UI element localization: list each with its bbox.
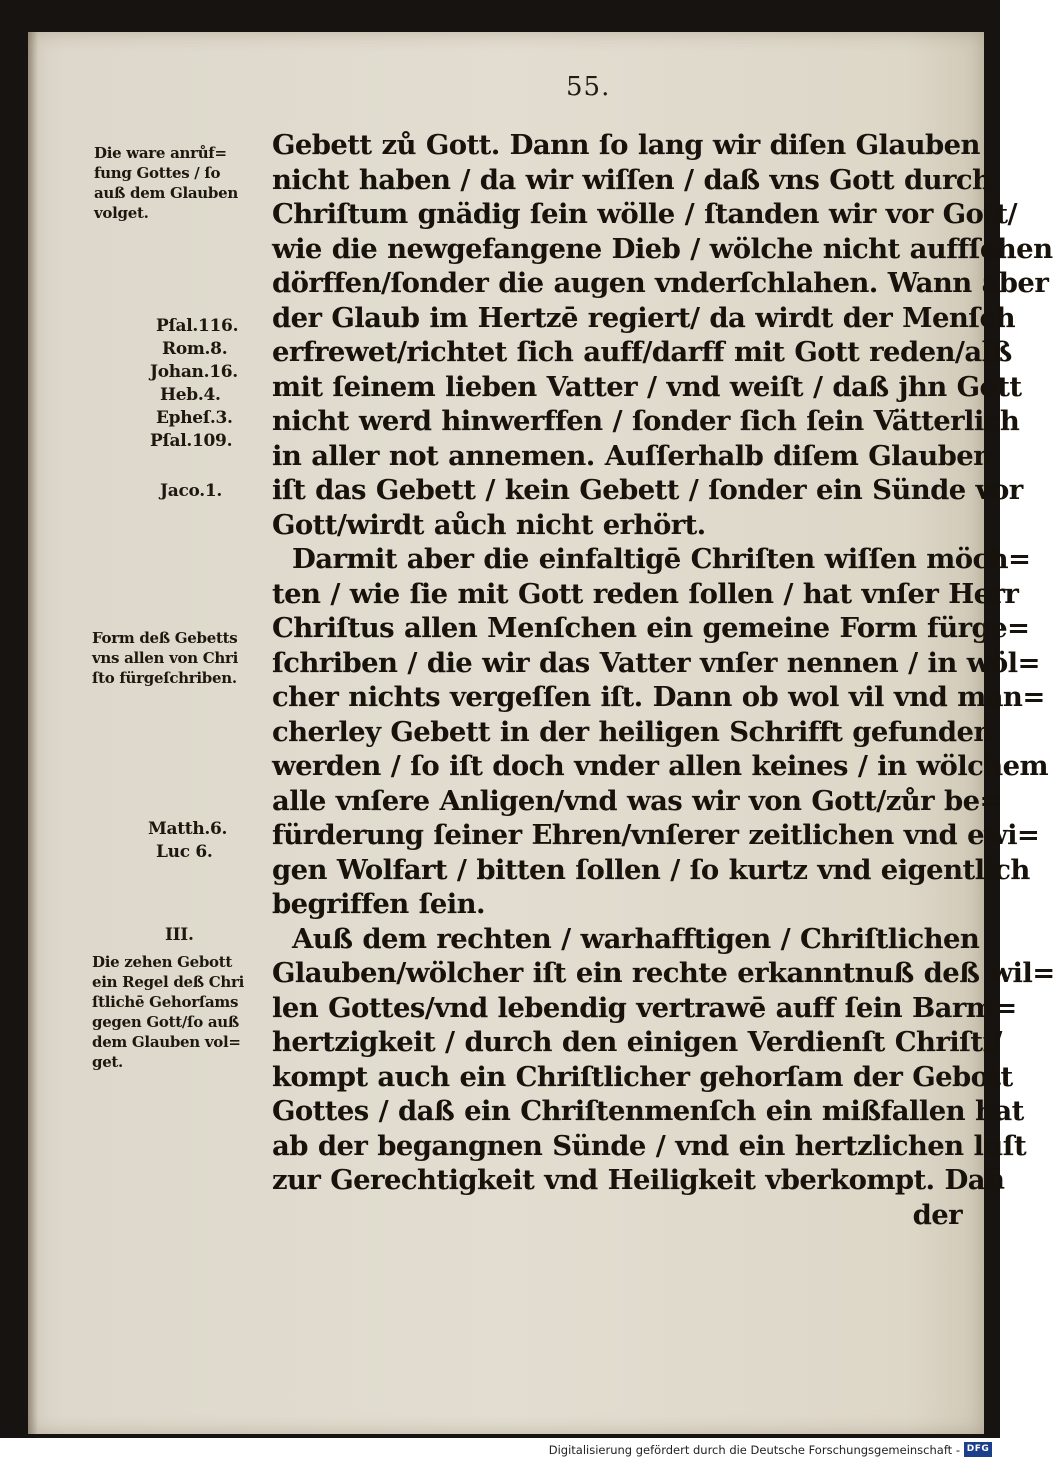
margin-references-2: [148, 818, 227, 864]
text-line: werden / ſo iſt doch vnder allen keines / in wölchem: [272, 750, 1049, 782]
scripture-reference: Matth.6.: [148, 819, 228, 839]
section-numeral: [165, 924, 194, 947]
scripture-reference: Pſal.109.: [150, 431, 233, 451]
margin-note-line: Die zehen Gebott: [92, 953, 233, 971]
scripture-reference: Luc 6.: [156, 842, 213, 862]
text-line: in aller not annemen. Auſſerhalb diſem Glauben: [272, 439, 993, 472]
text-line: kompt auch ein Chriſtlicher gehorſam der Gebott: [272, 1060, 1013, 1093]
text-line: Glauben/wölcher iſt ein rechte erkanntnuß deß wil=: [272, 957, 1055, 989]
page-number: 55.: [566, 72, 611, 102]
text-line: cherley Gebett in der heiligen Schrifft gefunden: [272, 715, 993, 748]
margin-note-line: dem Glauben vol=: [92, 1033, 241, 1051]
margin-note-line: vns allen von Chri: [92, 649, 238, 667]
text-line: alle vnſere Anligen/vnd was wir von Gott/zůr be=: [272, 784, 1002, 817]
funding-credit: Digitalisierung gefördert durch die Deutsche Forschungsgemeinschaft -: [548, 1443, 960, 1457]
margin-references-1: [150, 315, 238, 453]
scripture-reference: Pſal.116.: [156, 316, 239, 336]
margin-note-line: ſto fürgeſchriben.: [92, 669, 237, 687]
text-line: erfrewet/richtet ſich auff/darff mit Gott reden/alß: [272, 336, 1012, 368]
text-line: Gott/wirdt aůch nicht erhört.: [272, 508, 706, 541]
margin-note-line: auß dem Glauben: [94, 184, 238, 202]
margin-note-line: gegen Gott/ſo auß: [92, 1013, 239, 1031]
scripture-reference: Heb.4.: [160, 385, 221, 405]
margin-note-line: fung Gottes / ſo: [94, 164, 221, 182]
margin-reference-jacobus: [160, 480, 222, 503]
margin-note-line: ſtlichē Gehorſams: [92, 993, 239, 1011]
scripture-reference: Epheſ.3.: [156, 408, 233, 428]
text-line: gen Wolfart / bitten ſollen / ſo kurtz vnd eigentlich: [272, 853, 1030, 886]
text-line: ten / wie ſie mit Gott reden ſollen / hat vnſer Herr: [272, 577, 1019, 610]
text-line: begriffen ſein.: [272, 888, 485, 920]
text-line: Gottes / daß ein Chriſtenmenſch ein mißfallen hat: [272, 1095, 1024, 1127]
dfg-logo: DFG: [964, 1442, 992, 1457]
text-line: wie die newgefangene Dieb / wölche nicht auffſehen: [272, 232, 1053, 265]
text-line: ab der begangnen Sünde / vnd ein hertzlichen luſt: [272, 1129, 1027, 1162]
text-line: len Gottes/vnd lebendig vertrawē auff ſein Barm=: [272, 991, 1017, 1024]
text-line: Darmit aber die einfaltigē Chriſten wiſſen möch=: [292, 543, 1031, 575]
text-line: hertzigkeit / durch den einigen Verdienſt Chriſti/: [272, 1026, 1002, 1058]
text-line: Chriſtum gnädig ſein wölle / ſtanden wir vor Gott/: [272, 198, 1017, 230]
roman-numeral: III.: [165, 925, 194, 945]
margin-note-prayer: [94, 143, 238, 223]
main-text-block: [272, 128, 1055, 1232]
scripture-reference: Rom.8.: [162, 339, 228, 359]
margin-note-line: ein Regel deß Chri: [92, 973, 245, 991]
page-gutter-shadow: [28, 32, 38, 1434]
text-line: zur Gerechtigkeit vnd Heiligkeit vberkompt. Dañ: [272, 1164, 1005, 1196]
text-line: iſt das Gebett / kein Gebett / ſonder ein Sünde vor: [272, 474, 1023, 506]
text-line: Auß dem rechten / warhafftigen / Chriſtlichen: [292, 922, 980, 955]
text-line: ſchriben / die wir das Vatter vnſer nennen / in wöl=: [272, 646, 1040, 679]
text-line: Gebett zů Gott. Dann ſo lang wir diſen Glauben: [272, 129, 980, 161]
margin-note-line: get.: [92, 1053, 123, 1071]
catchword: der: [912, 1198, 962, 1231]
text-line: nicht haben / da wir wiſſen / daß vns Gott durch: [272, 163, 992, 196]
text-line: dörffen/ſonder die augen vnderſchlahen. Wann aber: [272, 267, 1049, 299]
margin-note-line: Die ware anrůf=: [94, 144, 227, 162]
scripture-reference: Johan.16.: [150, 362, 238, 382]
margin-note-commandments: [92, 952, 244, 1072]
text-line: cher nichts vergeſſen iſt. Dann ob wol vil vnd man=: [272, 681, 1045, 713]
footer-bar: [0, 1438, 1000, 1462]
margin-note-line: volget.: [94, 204, 149, 222]
text-line: der Glaub im Hertzē regiert/ da wirdt der Menſch: [272, 301, 1015, 334]
text-line: nicht werd hinwerffen / ſonder ſich ſein Vätterlich: [272, 405, 1020, 437]
text-line: mit ſeinem lieben Vatter / vnd weiſt / daß jhn Gott: [272, 370, 1022, 403]
text-line: Chriſtus allen Menſchen ein gemeine Form fürge=: [272, 612, 1030, 644]
margin-note-form: [92, 628, 238, 688]
scripture-reference: Jaco.1.: [160, 481, 223, 501]
text-line: fürderung ſeiner Ehren/vnſerer zeitlichen vnd ewi=: [272, 819, 1040, 851]
margin-note-line: Form deß Gebetts: [92, 629, 238, 647]
